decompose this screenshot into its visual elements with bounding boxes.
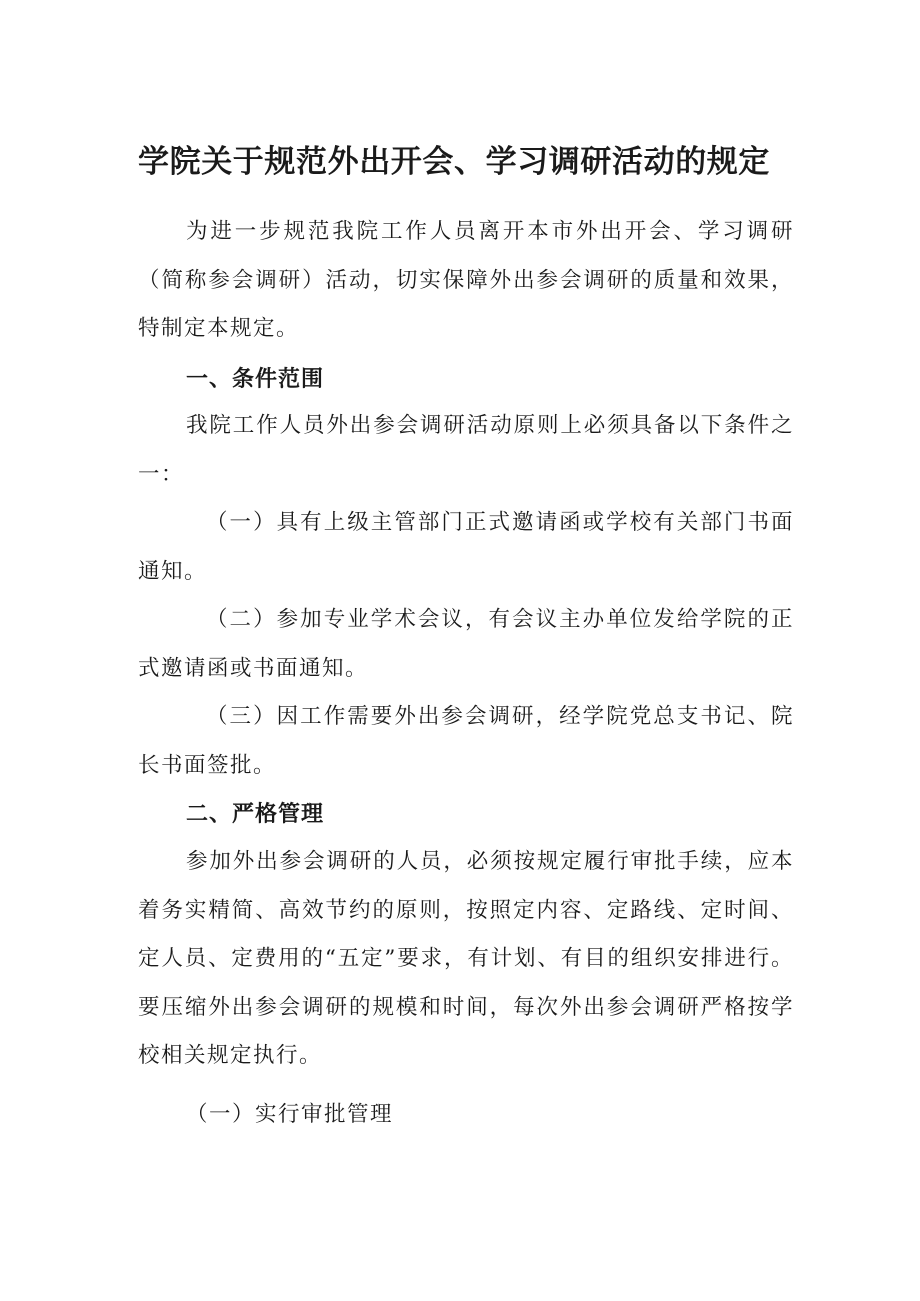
section-1-heading: 一、条件范围 xyxy=(186,367,325,392)
section-1-lead: 我院工作人员外出参会调研活动原则上必须具备以下条件之一： xyxy=(138,413,794,487)
intro-paragraph: 为进一步规范我院工作人员离开本市外出开会、学习调研（简称参会调研）活动，切实保障外出参会调研的质量和效果，特制定本规定。 xyxy=(138,219,794,341)
condition-item-2: （二）参加专业学术会议，有会议主办单位发给学院的正式邀请函或书面通知。 xyxy=(138,607,794,681)
document-title: 学院关于规范外出开会、学习调研活动的规定 xyxy=(138,144,770,180)
condition-item-3: （三）因工作需要外出参会调研，经学院党总支书记、院长书面签批。 xyxy=(138,704,794,778)
section-2-heading: 二、严格管理 xyxy=(186,802,325,827)
section-2-body: 参加外出参会调研的人员，必须按规定履行审批手续，应本着务实精简、高效节约的原则，按照定内容、定路线、定时间、定人员、定费用的“五定”要求，有计划、有目的组织安排进行。要压缩外出参会调研的规模和时间，每次外出参会调研严格按学校相关规定执行。 xyxy=(138,849,794,1068)
condition-item-1: （一）具有上级主管部门正式邀请函或学校有关部门书面通知。 xyxy=(138,510,794,584)
section-2-subheading: （一）实行审批管理 xyxy=(186,1102,394,1127)
